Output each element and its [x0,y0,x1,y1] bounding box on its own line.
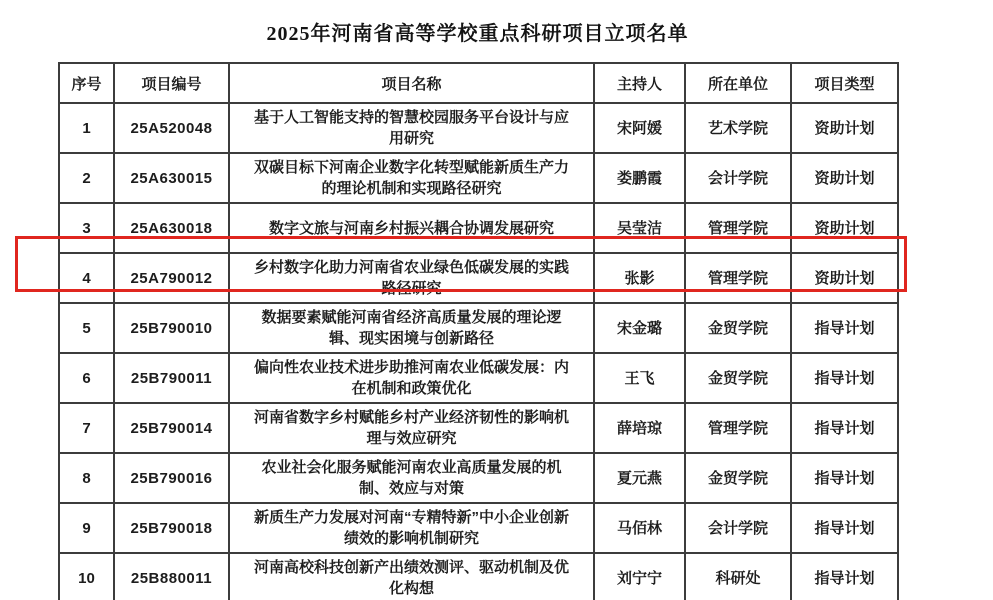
cell-leader: 吴莹洁 [594,203,685,253]
table-row-highlighted [59,253,898,303]
header-no: 序号 [59,63,114,103]
header-code: 项目编号 [114,63,229,103]
cell-type: 指导计划 [791,353,898,403]
cell-leader: 宋阿媛 [594,103,685,153]
cell-no: 5 [59,303,114,353]
cell-type: 指导计划 [791,453,898,503]
cell-name: 偏向性农业技术进步助推河南农业低碳发展：内在机制和政策优化 [229,353,594,403]
cell-leader: 刘宁宁 [594,553,685,600]
cell-leader: 宋金璐 [594,303,685,353]
cell-type: 资助计划 [791,253,898,303]
cell-no: 3 [59,203,114,253]
cell-unit: 管理学院 [685,203,791,253]
cell-code: 25B790014 [114,403,229,453]
cell-no: 2 [59,153,114,203]
cell-unit: 金贸学院 [685,303,791,353]
cell-code: 25B790018 [114,503,229,553]
cell-code: 25A790012 [114,253,229,303]
page-title: 2025年河南省高等学校重点科研项目立项名单 [266,23,689,45]
cell-unit: 艺术学院 [685,103,791,153]
project-approval-table [58,62,899,600]
cell-no: 6 [59,353,114,403]
cell-unit: 会计学院 [685,503,791,553]
cell-unit: 管理学院 [685,403,791,453]
table-row [59,303,898,353]
cell-code: 25B790010 [114,303,229,353]
cell-no: 4 [59,253,114,303]
cell-unit: 管理学院 [685,253,791,303]
header-leader: 主持人 [594,63,685,103]
header-type: 项目类型 [791,63,898,103]
cell-code: 25A630018 [114,203,229,253]
cell-leader: 张影 [594,253,685,303]
cell-code: 25B790011 [114,353,229,403]
cell-unit: 金贸学院 [685,353,791,403]
cell-no: 10 [59,553,114,600]
table-header-row [59,63,898,103]
header-unit: 所在单位 [685,63,791,103]
cell-name: 乡村数字化助力河南省农业绿色低碳发展的实践路径研究 [229,253,594,303]
cell-name: 农业社会化服务赋能河南农业高质量发展的机制、效应与对策 [229,453,594,503]
table-row [59,103,898,153]
cell-no: 1 [59,103,114,153]
cell-name: 数据要素赋能河南省经济高质量发展的理论逻辑、现实困境与创新路径 [229,303,594,353]
cell-leader: 夏元燕 [594,453,685,503]
table-row [59,203,898,253]
cell-code: 25A630015 [114,153,229,203]
cell-no: 9 [59,503,114,553]
cell-code: 25A520048 [114,103,229,153]
cell-code: 25B880011 [114,553,229,600]
cell-leader: 娄鹏霞 [594,153,685,203]
cell-unit: 会计学院 [685,153,791,203]
cell-name: 双碳目标下河南企业数字化转型赋能新质生产力的理论机制和实现路径研究 [229,153,594,203]
table-row [59,153,898,203]
cell-type: 资助计划 [791,153,898,203]
cell-type: 指导计划 [791,403,898,453]
cell-leader: 马佰林 [594,503,685,553]
table-row [59,503,898,553]
table-row [59,453,898,503]
cell-unit: 金贸学院 [685,453,791,503]
cell-type: 资助计划 [791,203,898,253]
cell-type: 指导计划 [791,303,898,353]
cell-name: 基于人工智能支持的智慧校园服务平台设计与应用研究 [229,103,594,153]
cell-type: 指导计划 [791,503,898,553]
header-name: 项目名称 [229,63,594,103]
cell-type: 资助计划 [791,103,898,153]
cell-unit: 科研处 [685,553,791,600]
cell-no: 8 [59,453,114,503]
cell-code: 25B790016 [114,453,229,503]
cell-type: 指导计划 [791,553,898,600]
table-row [59,403,898,453]
cell-leader: 薛培琼 [594,403,685,453]
cell-name: 河南高校科技创新产出绩效测评、驱动机制及优化构想 [229,553,594,600]
cell-name: 新质生产力发展对河南“专精特新”中小企业创新绩效的影响机制研究 [229,503,594,553]
table-row [59,353,898,403]
cell-name: 数字文旅与河南乡村振兴耦合协调发展研究 [229,203,594,253]
table-row [59,553,898,600]
cell-name: 河南省数字乡村赋能乡村产业经济韧性的影响机理与效应研究 [229,403,594,453]
cell-no: 7 [59,403,114,453]
cell-leader: 王飞 [594,353,685,403]
